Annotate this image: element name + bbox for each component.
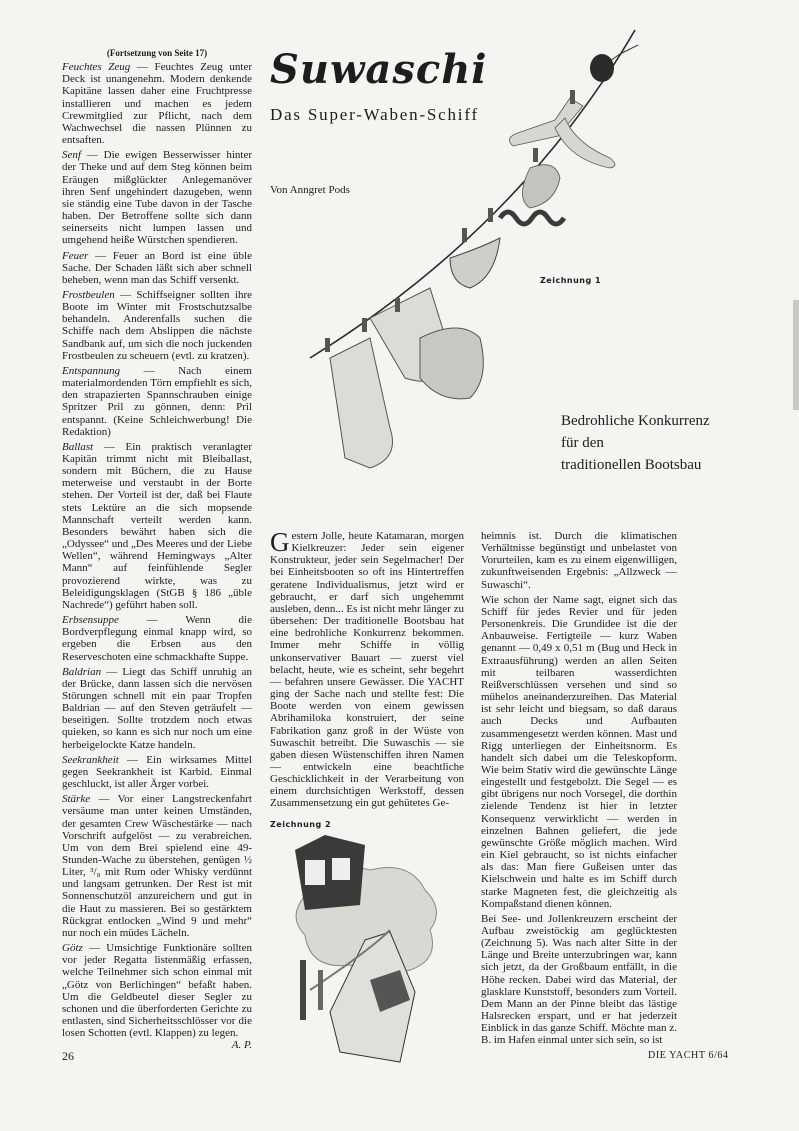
page-edge-shadow <box>793 300 799 410</box>
article-title: Suwaschi <box>270 46 488 93</box>
glossary-entry <box>62 149 252 246</box>
glossary-text: — Ein praktisch veranlagter Kapitän trimmt nicht mit Bleiballast, sondern mit Büchern, die zu Hause meterweise und verstaubt in der Borte stehen. Der Vorteil ist der, daß bei Flaute stets Lektüre an die sich mopsende Mannschaft verteilt werden kann. Besonders bewährt haben sich die „Odyssee“ und „Des Meeres und der Liebe Wellen“, während Hemingways „Alter Mann“ auf feinfühlende Segler provozierend wirkte, was zu Beleidigungsklagen (StGB § 186 „üble Nachrede“) geführt haben soll. <box>62 440 252 611</box>
article-paragraph: heimnis ist. Durch die klimatischen Verhältnisse begünstigt und unbelastet von Vorurteilen, kam es zu einem eigenwilligen, zukunftweisenden Ergebnis: „Allzweck — Suwaschi“. <box>481 530 677 591</box>
article-deck <box>561 410 751 476</box>
glossary-term: Seekrankheit <box>62 753 119 766</box>
article-column-right <box>481 530 677 1047</box>
glossary-text: — Wenn die Bordverpflegung einmal knapp wird, so ergeben die Erbsen aus den Reserveschoten eine schmackhafte Suppe. <box>62 614 252 663</box>
glossary-term: Stärke <box>62 793 91 806</box>
glossary-term: Ballast <box>62 440 94 453</box>
glossary-term: Entspannung <box>62 364 121 377</box>
article-paragraph: Wie schon der Name sagt, eignet sich das Schiff für jedes Revier und für jeden Personenkreis. Die Grundidee ist die der Anbauweise. Fertigteile — kurz Waben genannt — 0,49 x 0,51 m (Bug und Heck in Extraausführung) werden an allen Seiten mit teilbaren wasserdichten Reißverschlüssen versehen und sind so mühelos aneinanderzureihen. Das Material ist sehr leicht und biegsam, so daß daraus auch Decks und Aufbauten zusammengesetzt werden können. Mast und Rigg unterliegen der Einheitsnorm. Es handelt sich dabei um die Teleskopform. Wie beim Stativ wird die gewünschte Länge eingestellt und festgebolzt. Die Segel — es gibt übrigens nur noch Vorsegel, die dorthin zielende Tendenz ist hier in letzter Konsequenz verwirklicht — werden in einzelnen Bahnen geliefert, die jede gewünschte Größe möglich machen. Wird ein Kiel gebraucht, so ist nichts einfacher als das: Man fiere Gußeisen unter das Kielschwein und halte es im Schiff durch starke Magneten fest, die gleichzeitig als Kompaßstand dienen können. <box>481 593 677 910</box>
glossary-text: — Feuchtes Zeug unter Deck ist unangenehm. Modern denkende Kapitäne lassen daher eine Fruchtpresse installieren und machen es jedem Crewmitglied zur Pflicht, nach dem Wachwechsel die nassen Plünnen zu entsaften. <box>62 61 253 147</box>
article-body-text: estern Jolle, heute Katamaran, morgen Kielkreuzer: Jeder sein eigener Konstrukteur, jeder sein Segelmacher! Der bei Einheitsbooten so oft ins Hintertreffen geratene Individualismus, jetzt wird er gebraucht, er darf sich ungehemmt ausleben, denn... Es ist nicht mehr länger zu übersehen: Der traditionelle Bootsbau hat eine bedrohliche Konkurrenz bekommen. Immer mehr Schiffe in völlig unkonservativer Bauart — zuerst viel belacht, heute, wie es scheint, sehr begehrt — befahren unsere Gewässer. Die YACHT ging der Sache nach und stellte fest: Die Boote werden von einem gewissen Abrihamiloka konstruiert, der seine Fabrikation ganz groß in der Wüste von Suwaschit betreibt. Die Suwaschis — sie gaben diesen Wüstenschiffen ihren Namen — entwickeln eine beachtliche Geschicklichkeit in der Verarbeitung von einem durchsichtigen Werkstoff, dessen Zusammensetzung ein gut gehütetes Ge- <box>270 530 464 810</box>
article-column-middle <box>270 527 464 810</box>
article-author: Von Anngret Pods <box>270 184 350 196</box>
glossary-term: Frostbeulen <box>62 288 115 301</box>
left-column <box>62 47 252 1052</box>
glossary-term: Feuchtes Zeug <box>62 61 131 74</box>
glossary-term: Feuer <box>62 249 89 262</box>
glossary-entry <box>62 614 252 663</box>
glossary-text: — Nach einem materialmordenden Törn empfiehlt es sich, den strapazierten Spannschrauben einige Spritzer Pril zu gönnen, denn: Pril entspannt. (Keine Schleichwerbung! Die Redaktion) <box>62 364 252 438</box>
glossary-text: — Vor einer Langstreckenfahrt versäume man unter keinen Umständen, der gesamten Crew Wäschestärke — nach Vorschrift aufgelöst — zu verabreichen. Um von dem Brei spielend eine 49-Stunden-Wache zu überstehen, genügen ½ Liter, ³/₈ mit Rum oder Whisky verdünnt und langsam getrunken. Der Rest ist mit Sonnenschutzöl anzureichern und gut in die Haut zu massieren. Bei so gestärktem Rückgrat entlocken „Wind 9 und mehr“ nur noch ein müdes Lächeln. <box>62 793 252 939</box>
glossary-entry <box>62 942 252 1052</box>
glossary-text: — Feuer an Bord ist eine üble Sache. Der Schaden läßt sich aber schnell beheben, wenn man das Schiff versenkt. <box>62 249 252 286</box>
deck-line: für den <box>561 435 604 451</box>
glossary-term: Erbsensuppe <box>62 614 119 627</box>
glossary-text: — Liegt das Schiff unruhig an der Brücke, dann lassen sich die nervösen Störungen schnell mit ein paar Tropfen Baldrian — auf den Steven geträufelt — beseitigen. Sollte trotzdem noch etwas quieken, so kann es sich nur noch um eine herbeigelockte Katze handeln. <box>62 665 252 751</box>
drop-cap: G <box>270 527 290 557</box>
glossary-term: Götz <box>62 942 83 955</box>
glossary-entry <box>62 441 252 611</box>
boat-sketch-illustration <box>270 830 445 1075</box>
glossary-text: — Die ewigen Besserwisser hinter der Theke und auf dem Steg können beim Eräugen mißglückter Anlegemanöver ihren Senf ungehindert dazugeben, wenn sie ständig eine Tube davon in der Tasche haben. Der Betroffene sollte sich dann seinerseits nicht lumpen lassen und umgehend heiße Würstchen spendieren. <box>62 149 252 247</box>
figure-2-caption: Zeichnung 2 <box>270 820 332 829</box>
glossary-entry <box>62 754 252 790</box>
glossary-text: — Schiffseigner sollten ihre Boote im Winter mit Frostschutzsalbe behandeln. Anderenfalls suchen die Schiffe nach dem Abslippen die nächste Sandbank auf, um sich die noch juckenden Frostbeulen zu scheuern (evtl. zu kratzen). <box>62 288 252 362</box>
deck-line: Bedrohliche Konkurrenz <box>561 413 710 429</box>
glossary-entry <box>62 365 252 438</box>
article-paragraph: Bei See- und Jollenkreuzern erscheint der Aufbau zweistöckig am geglücktesten (Zeichnung 5). Was nach alter Sitte in der Länge und Breite unterzubringen war, kann sich jetzt, da der Großbaum entfällt, in die Höhe recken. Dabei wird das Material, der glasklare Kunststoff, besonders zum Vorteil. Dem Mann an der Pinne bleibt das lästige Halsrecken erspart, und er hat jederzeit Einblick in das ganze Schiff. Möchte man z. B. im Hafen einmal unter sich sein, so ist <box>481 912 677 1047</box>
glossary-text: — Ein wirksames Mittel gegen Seekrankheit ist Karbid. Einmal geschluckt, ist aller Ärger vorbei. <box>62 753 252 791</box>
glossary-entries <box>62 61 253 1052</box>
glossary-entry <box>62 250 252 286</box>
glossary-entry <box>62 289 252 362</box>
author-signature: A. P. <box>231 1039 252 1052</box>
glossary-entry <box>62 793 252 939</box>
glossary-term: Baldrian <box>62 665 102 678</box>
deck-line: traditionellen Bootsbau <box>561 457 702 473</box>
glossary-term: Senf <box>62 149 81 162</box>
running-head: DIE YACHT 6/64 <box>648 1050 729 1061</box>
glossary-entry <box>62 61 252 146</box>
glossary-text: — Umsichtige Funktionäre sollten vor jeder Regatta listenmäßig erfassen, welche Teilnehmer sich schon einmal mit „Götz von Berlichingen“ befaßt haben. Um die Geldbeutel dieser Segler zu schonen und die überforderten Gerichte zu entlasten, sind Sicherheitsschlösser vor die losen Schotten (evtl. Klappen) zu legen. <box>62 942 252 1040</box>
page-number: 26 <box>62 1049 74 1063</box>
figure-1-caption: Zeichnung 1 <box>540 276 602 285</box>
continuation-note: (Fortsetzung von Seite 17) <box>106 48 208 58</box>
glossary-entry <box>62 666 252 751</box>
article-subtitle: Das Super-Waben-Schiff <box>270 105 479 124</box>
